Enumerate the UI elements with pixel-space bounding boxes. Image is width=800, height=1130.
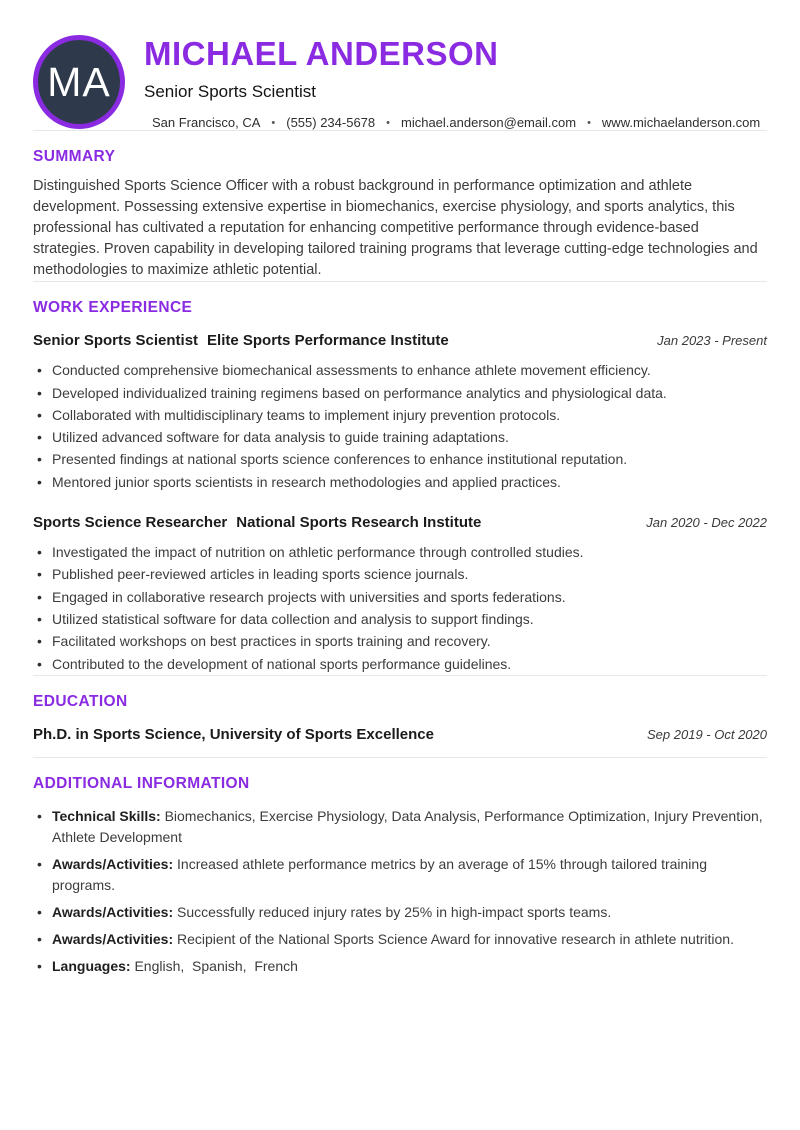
job-bullet: • Presented findings at national sports science conferences to enhance institutional reputation. xyxy=(33,448,767,470)
job-title-line xyxy=(33,332,449,349)
work-experience-section xyxy=(0,282,800,675)
candidate-name: MICHAEL ANDERSON xyxy=(144,35,499,72)
additional-item xyxy=(33,902,767,923)
job-title-line xyxy=(33,514,481,531)
education-degree: Ph.D. in Sports Science, University of Sports Excellence xyxy=(33,725,434,743)
contact-email: michael.anderson@email.com xyxy=(401,115,577,131)
job-bullet-list xyxy=(33,359,767,493)
job-bullet: • Mentored junior sports scientists in research methodologies and applied practices. xyxy=(33,471,767,493)
additional-information-section xyxy=(0,758,800,977)
job-company: National Sports Research Institute xyxy=(236,514,482,532)
contact-website: www.michaelanderson.com xyxy=(601,115,761,131)
separator-dot: • xyxy=(386,117,390,130)
summary-section xyxy=(0,131,800,281)
job-bullet: • Developed individualized training regimens based on performance analytics and physiological data. xyxy=(33,382,767,404)
education-dates: Sep 2019 - Oct 2020 xyxy=(647,726,767,742)
job-bullet: • Utilized statistical software for data collection and analysis to support findings. xyxy=(33,608,767,630)
education-section xyxy=(0,676,800,757)
additional-item-label: Awards/Activities: xyxy=(52,903,174,920)
job-bullet: • Utilized advanced software for data analysis to guide training adaptations. xyxy=(33,426,767,448)
additional-item xyxy=(33,929,767,950)
job-company: Elite Sports Performance Institute xyxy=(207,332,449,350)
additional-item-label: Awards/Activities: xyxy=(52,855,174,872)
education-heading: EDUCATION xyxy=(33,692,128,710)
education-entry xyxy=(33,726,767,757)
job-header xyxy=(33,332,767,349)
job-bullet: • Contributed to the development of national sports performance guidelines. xyxy=(33,653,767,675)
summary-text: Distinguished Sports Science Officer with a robust background in performance optimization and athlete development. Possessing extensive expertise in biomechanics, exercise physiology, and sports analytics, this professional has cultivated a reputation for enhancing competitive performance through evidence-based strategies. Proven capability in developing tailored training programs that leverage cutting-edge technologies and methodologies to maximize athletic potential. xyxy=(33,178,758,279)
job-bullet: • Engaged in collaborative research projects with universities and sports federations. xyxy=(33,586,767,608)
contact-row xyxy=(152,115,760,130)
job-title: Sports Science Researcher xyxy=(33,514,228,532)
job-title: Senior Sports Scientist xyxy=(33,332,199,350)
job-bullet: • Published peer-reviewed articles in leading sports science journals. xyxy=(33,563,767,585)
additional-item-label: Technical Skills: xyxy=(52,807,161,824)
additional-item-label: Awards/Activities: xyxy=(52,930,174,947)
job-bullet-list xyxy=(33,541,767,675)
additional-item-text: Successfully reduced injury rates by 25% in high-impact sports teams. xyxy=(177,903,612,920)
job-bullet: • Investigated the impact of nutrition on athletic performance through controlled studies. xyxy=(33,541,767,563)
separator-dot: • xyxy=(587,117,591,130)
profession-title: Senior Sports Scientist xyxy=(144,82,316,102)
additional-item xyxy=(33,806,767,848)
additional-item-label: Languages: xyxy=(52,957,131,974)
contact-phone: (555) 234-5678 xyxy=(286,115,376,131)
job-bullet: • Facilitated workshops on best practices in sports training and recovery. xyxy=(33,630,767,652)
separator-dot: • xyxy=(271,117,276,130)
contact-location: San Francisco, CA xyxy=(152,115,261,131)
header-info xyxy=(144,34,760,130)
avatar xyxy=(33,35,125,129)
additional-list xyxy=(33,806,767,977)
additional-item-text: Increased athlete performance metrics by an average of 15% through tailored training programs. xyxy=(52,855,707,893)
job-dates: Jan 2023 - Present xyxy=(657,333,767,349)
additional-information-heading: ADDITIONAL INFORMATION xyxy=(33,774,250,792)
job-bullet: • Collaborated with multidisciplinary teams to implement injury prevention protocols. xyxy=(33,404,767,426)
additional-item xyxy=(33,854,767,896)
job-dates: Jan 2020 - Dec 2022 xyxy=(646,515,767,531)
summary-heading: SUMMARY xyxy=(33,148,116,166)
job-bullet: • Conducted comprehensive biomechanical assessments to enhance athlete movement efficiency. xyxy=(33,359,767,381)
additional-item-text: Recipient of the National Sports Science Award for innovative research in athlete nutrition. xyxy=(177,930,734,947)
additional-item xyxy=(33,956,767,977)
additional-item-text: English, Spanish, French xyxy=(134,957,298,974)
avatar-initials: MA xyxy=(47,58,111,105)
work-experience-heading: WORK EXPERIENCE xyxy=(33,299,193,317)
job-header xyxy=(33,514,767,531)
resume-header xyxy=(0,0,800,130)
additional-item-text: Biomechanics, Exercise Physiology, Data Analysis, Performance Optimization, Injury Prevention, Athlete Development xyxy=(52,807,763,845)
